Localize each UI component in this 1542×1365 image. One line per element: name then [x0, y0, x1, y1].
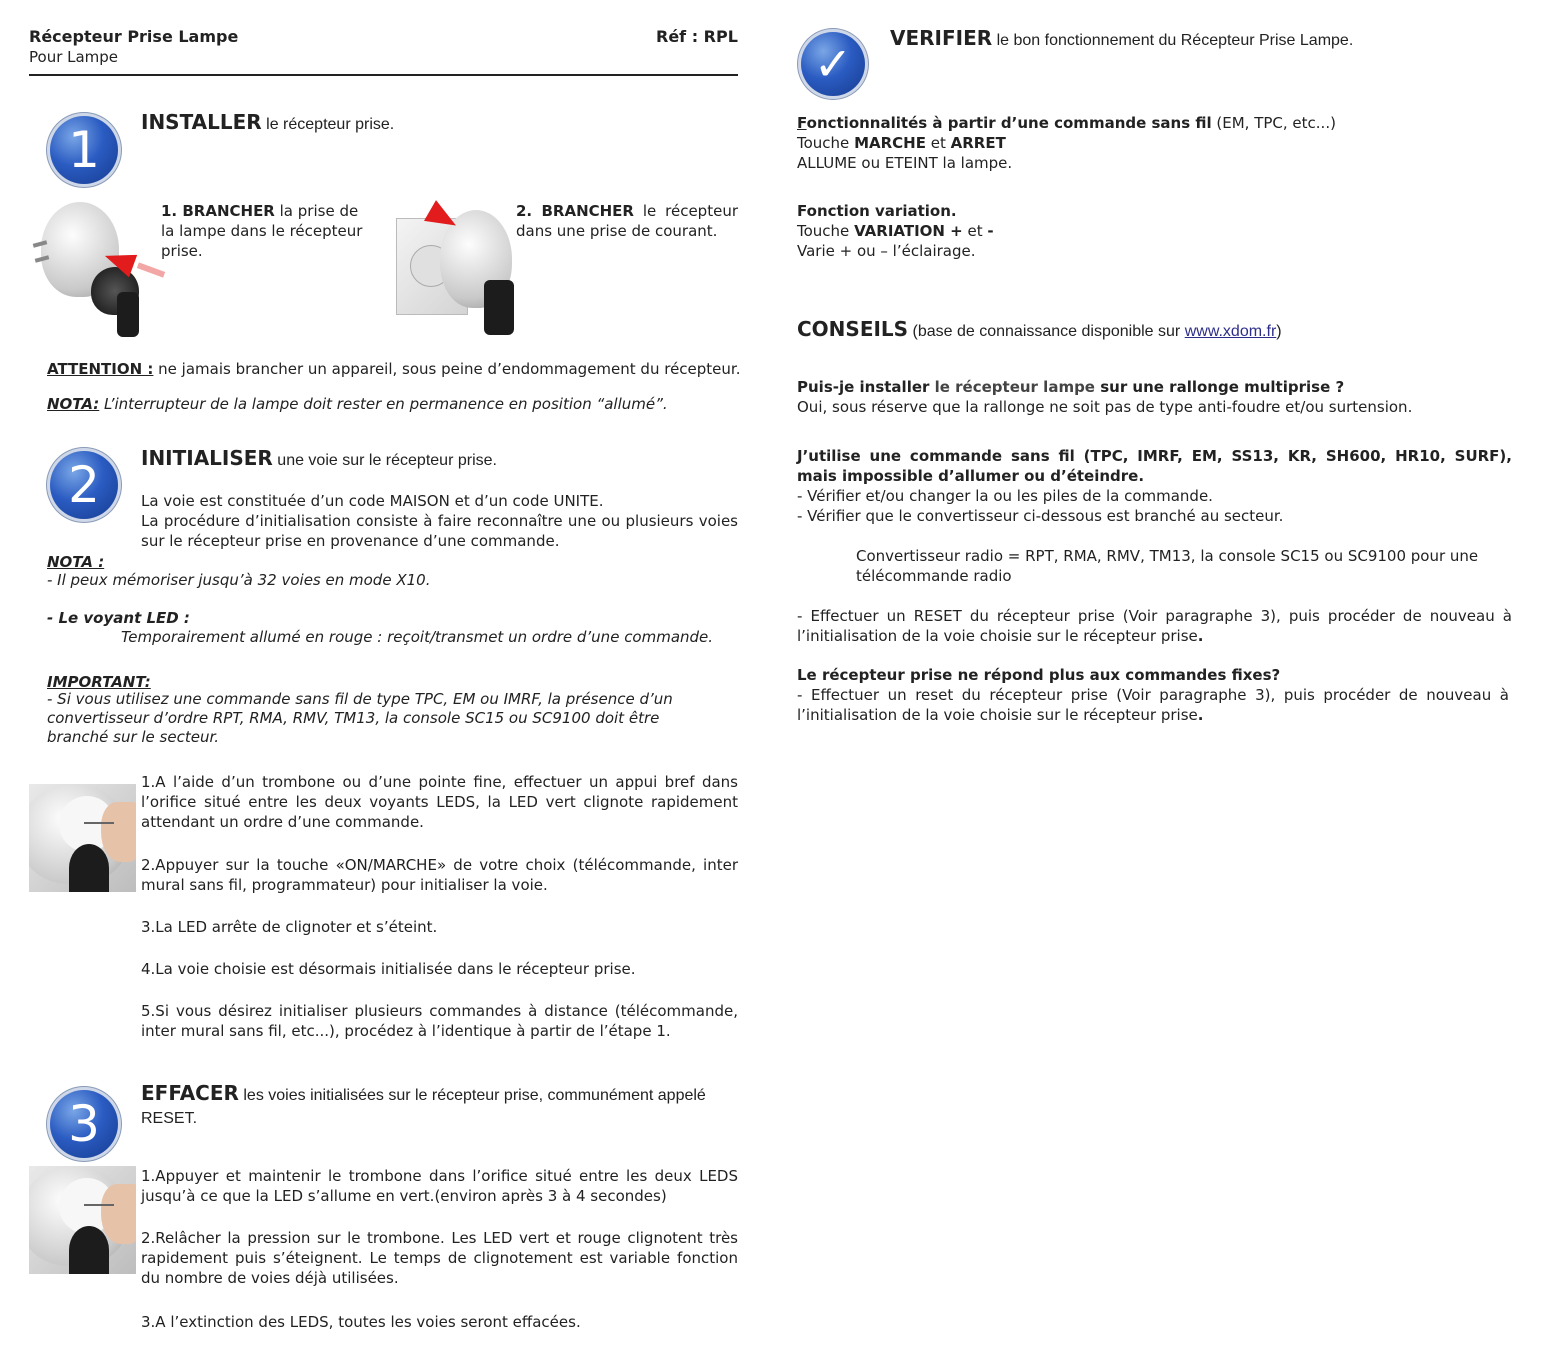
document-title: Récepteur Prise Lampe — [29, 27, 239, 46]
faq-answer-1: Oui, sous réserve que la rallonge ne soit pas de type anti-foudre et/ou surtension. — [797, 398, 1413, 416]
reset-heading: EFFACER les voies initialisées sur le récepteur prise, communément appelé RESET. — [141, 1081, 706, 1127]
conseils-heading: CONSEILS (base de connaissance disponible sur www.xdom.fr) — [797, 317, 1282, 341]
reset-step-2: 2.Relâcher la pression sur le trombone. Les LED vert et rouge clignotent très rapidement puis s’éteignent. Le temps de clignotement est variable fonction du nombre de voies déjà utilisées. — [141, 1229, 738, 1287]
document-subtitle: Pour Lampe — [29, 48, 119, 66]
document-reference: Réf : RPL — [656, 27, 738, 46]
func-title: Fonctionnalités à partir d’une commande sans fil (EM, TPC, etc...) — [797, 114, 1336, 132]
plug-wall-photo — [396, 200, 518, 335]
init-step-2: 2.Appuyer sur la touche «ON/MARCHE» de votre choix (télécommande, inter mural sans fil, programmateur) pour initialiser la voie. — [141, 856, 738, 894]
init-nota-label: NOTA : — [47, 553, 105, 571]
init-paragraph-procedure: La procédure d’initialisation consiste à faire reconnaître une ou plusieurs voies sur le récepteur prise en provenance d’une commande. — [141, 512, 738, 550]
install-step-two: 2. BRANCHER le récepteur dans une prise de courant. — [516, 202, 738, 240]
init-heading: INITIALISER une voie sur le récepteur prise. — [141, 446, 497, 470]
init-nota-text: - Il peux mémoriser jusqu’à 32 voies en mode X10. — [47, 571, 431, 589]
install-heading: INSTALLER le récepteur prise. — [141, 110, 395, 134]
led-text: Temporairement allumé en rouge : reçoit/transmet un ordre d’une commande. — [121, 628, 714, 646]
checkmark-icon: ✓ — [801, 32, 865, 96]
init-step-4: 4.La voie choisie est désormais initialisée dans le récepteur prise. — [141, 960, 636, 978]
header-divider — [29, 74, 738, 76]
init-step-5: 5.Si vous désirez initialiser plusieurs commandes à distance (télécommande, inter mural sans fil, etc...), procédez à l’identique à partir de l’étape 1. — [141, 1002, 738, 1040]
reset-hold-photo — [29, 1166, 136, 1274]
faq-question-3: Le récepteur prise ne répond plus aux commandes fixes? — [797, 666, 1281, 684]
init-paragraph-code: La voie est constituée d’un code MAISON et d’un code UNITE. — [141, 492, 604, 510]
reset-button-photo — [29, 784, 136, 892]
faq-answer-2-line-1: - Vérifier et/ou changer la ou les piles de la commande. — [797, 487, 1213, 505]
variation-title: Fonction variation. — [797, 202, 957, 220]
important-label: IMPORTANT: — [47, 673, 151, 691]
reset-step-1: 1.Appuyer et maintenir le trombone dans l’orifice situé entre les deux LEDS jusqu’à ce que la LED s’allume en vert.(environ après 3 à 4 secondes) — [141, 1167, 738, 1205]
install-step-one: 1. BRANCHER la prise de la lampe dans le récepteur prise. — [161, 202, 363, 260]
led-label: - Le voyant LED : — [47, 609, 190, 627]
step-two-icon: 2 — [50, 451, 118, 519]
variation-text: Varie + ou – l’éclairage. — [797, 242, 976, 260]
attention-notice: ATTENTION : ne jamais brancher un appareil, sous peine d’endommagement du récepteur. — [47, 360, 741, 378]
important-text: - Si vous utilisez une commande sans fil de type TPC, EM ou IMRF, la présence d’un convertisseur d’ordre RPT, RMA, RMV, TM13, la console SC15 ou SC9100 doit être branché sur le secteur. — [47, 690, 673, 746]
verify-heading: VERIFIER le bon fonctionnement du Récepteur Prise Lampe. — [890, 26, 1354, 50]
func-keys: Touche MARCHE et ARRET — [797, 134, 1006, 152]
faq-question-2: J’utilise une commande sans fil (TPC, IMRF, EM, SS13, KR, SH600, HR10, SURF), mais impossible d’allumer ou d’éteindre. — [797, 447, 1512, 485]
faq-converter-note: Convertisseur radio = RPT, RMA, RMV, TM13, la console SC15 ou SC9100 pour une télécommande radio — [856, 547, 1479, 585]
faq-answer-2-line-2: - Vérifier que le convertisseur ci-dessous est branché au secteur. — [797, 507, 1284, 525]
plug-lamp-photo — [29, 197, 169, 337]
nota-switch: NOTA: L’interrupteur de la lampe doit rester en permanence en position “allumé”. — [47, 395, 668, 413]
init-step-3: 3.La LED arrête de clignoter et s’éteint. — [141, 918, 438, 936]
reset-step-3: 3.A l’extinction des LEDS, toutes les voies seront effacées. — [141, 1313, 581, 1331]
init-step-1: 1.A l’aide d’un trombone ou d’une pointe fine, effectuer un appui bref dans l’orifice situé entre les deux voyants LEDS, la LED vert clignote rapidement attendant un ordre d’une commande. — [141, 773, 738, 831]
step-one-icon: 1 — [50, 116, 118, 184]
func-allume: ALLUME ou ETEINT la lampe. — [797, 154, 1013, 172]
faq-answer-2-line-3: - Effectuer un RESET du récepteur prise (Voir paragraphe 3), puis procéder de nouveau à l’initialisation de la voie choisie sur le récepteur prise. — [797, 607, 1512, 645]
faq-answer-3: - Effectuer un reset du récepteur prise (Voir paragraphe 3), puis procéder de nouveau à l’initialisation de la voie choisie sur le récepteur prise. — [797, 686, 1509, 724]
faq-question-1: Puis-je installer le récepteur lampe sur une rallonge multiprise ? — [797, 378, 1345, 396]
step-three-icon: 3 — [50, 1090, 118, 1158]
variation-keys: Touche VARIATION + et - — [797, 222, 994, 240]
xdom-link[interactable]: www.xdom.fr — [1184, 323, 1277, 340]
